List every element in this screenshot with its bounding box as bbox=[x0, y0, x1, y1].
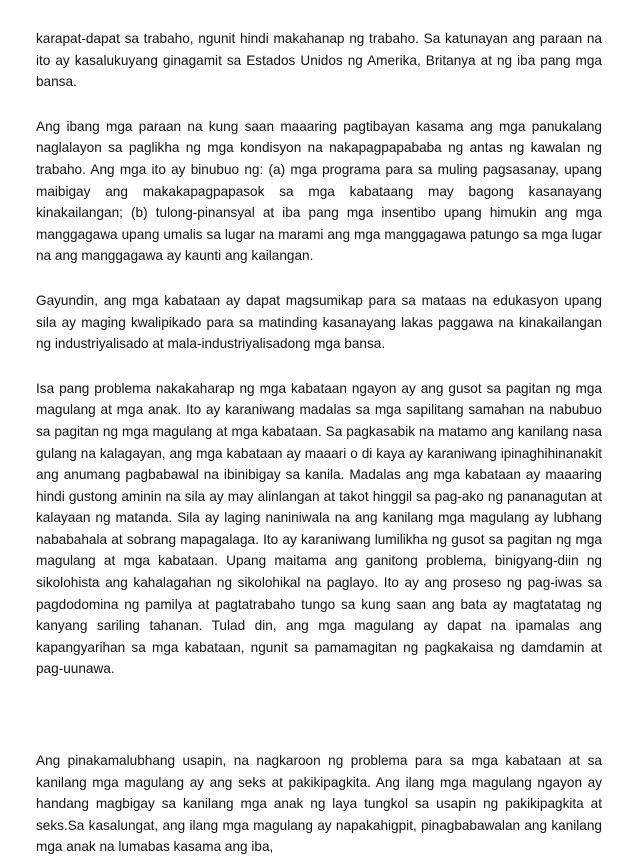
paragraph-3: Gayundin, ang mga kabataan ay dapat magsumikap para sa mataas na edukasyon upang sila ay maging kwalipikado para sa matinding kasanayang lakas paggawa na kinakailangan ng industriyalisado at mala-industriyalisadong mga bansa. bbox=[36, 292, 602, 352]
paragraph-5: Ang pinakamalubhang usapin, na nagkaroon ng problema para sa mga kabataan at sa kanilang mga magulang ay ang seks at pakikipagkita. Ang ilang mga magulang ngayon ay handang magbigay sa kanilang mga anak ng laya tungkol sa usapin ng pakikipagkita at seks.Sa kasalungat, ang ilang mga magulang ay napakahigpit, pinagbabawalan ang kanilang mga anak na lumabas kasama ang iba, bbox=[36, 753, 602, 855]
paragraph-spacer bbox=[36, 93, 602, 116]
paragraph-1: karapat-dapat sa trabaho, ngunit hindi makahanap ng trabaho. Sa katunayan ang paraan na ito ay kasalukuyang ginagamit sa Estados Unidos ng Amerika, Britanya at ng iba pang mga bansa. bbox=[36, 31, 602, 90]
section-spacer bbox=[36, 680, 602, 750]
paragraph-4: Isa pang problema nakakaharap ng mga kabataan ngayon ay ang gusot sa pagitan ng mga magulang at mga anak. Ito ay karaniwang madalas sa mga sapilitang samahan na nabubuo sa pagitan ng mga magulang at mga kabataan. Sa pagkasabik na matamo ang kanilang nasa gulang na kalagayan, ang mga kabataan ay maaari o di kaya ay karaniwang ipinaghihinanakit ang anumang pagbabawal na ibinibigay sa kanila. Madalas ang mga kabataan ay maaaring hindi gustong aminin na sila ay may alinlangan at takot hinggil sa pag-ako ng pananagutan at kalayaan ng matanda. Sila ay laging naniniwala na ang kanilang mga magulang ay lubhang nababahala at sobrang mapagalaga. Ito ay karaniwang lumilikha ng gusot sa pagitan ng mga magulang at mga kabataan. Upang maitama ang ganitong problema, binigyang-diin ng sikolohista ang kahalagahan ng sikolohikal na paglayo. Ito ay ang proseso ng pag-iwas sa pagdodomina ng pamilya at pagtatrabaho tungo sa kung saan ang bata ay magtatatag ng kanyang sariling tahanan. Tulad din, ang mga magulang ay dapat na ipamalas ang kapangyarihan sa mga kabataan, ngunit sa pamamagitan ng pagkakaisa ng damdamin at pag-uunawa. bbox=[36, 380, 602, 677]
paragraph-spacer bbox=[36, 267, 602, 290]
paragraph-2: Ang ibang mga paraan na kung saan maaaring pagtibayan kasama ang mga panukalang naglalayon sa paglikha ng mga kondisyon na nakapagpapababa ng antas ng kawalan ng trabaho. Ang mga ito ay binubuo ng: (a) mga programa para sa muling pagsasanay, upang maibigay ang makakapagpapasok sa mga kabataang may bagong kasanayang kinakailangan; (b) tulong-pinansyal at iba pang mga insentibo upang himukin ang mga manggagawa upang umalis sa lugar na marami ang mga manggagawa patungo sa mga lugar na ang manggagawa ay kaunti ang kailangan. bbox=[36, 118, 602, 264]
paragraph-spacer bbox=[36, 355, 602, 378]
